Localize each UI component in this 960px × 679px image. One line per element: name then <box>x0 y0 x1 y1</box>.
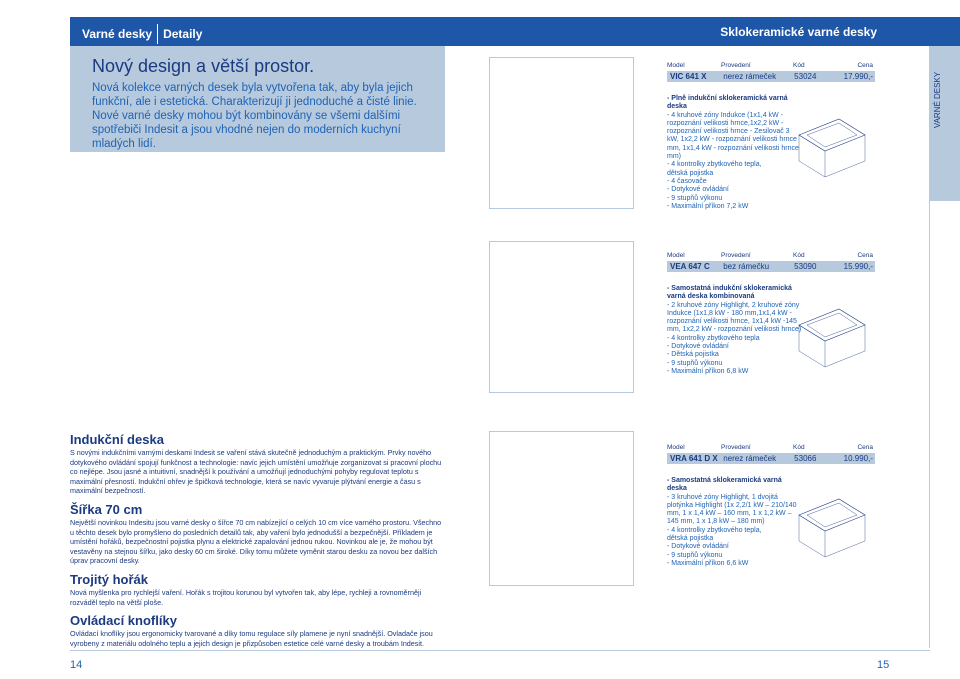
dimension-diagram <box>793 495 871 567</box>
intro-title: Nový design a větší prostor. <box>92 56 315 76</box>
finish: nerez rámeček <box>723 454 777 463</box>
intro-text: Nová kolekce varných desek byla vytvořena tak, aby byla jejich funkční, ale i estetická. Charakterizují ji jednoduché a čisté linie. Nové varné desky mohou být kombinovány se všemi dalšími spotřebiči Indesit a jsou vhodné nejen do moderních kuchyní mladých lidí. <box>92 82 417 150</box>
spec-line: - Maximální příkon 7,2 kW <box>667 202 749 210</box>
col-model: Model <box>667 252 685 259</box>
table-row <box>667 453 875 464</box>
table-header <box>667 62 875 70</box>
col-finish: Provedení <box>721 62 751 69</box>
table-header <box>667 252 875 260</box>
spec-title: - Samostatná sklokeramická varná deska <box>667 477 782 493</box>
footer-rule <box>70 650 930 651</box>
product-photo-3 <box>489 431 634 586</box>
header-subsection: Detaily <box>163 27 203 41</box>
product-table-3 <box>667 444 875 464</box>
spec-line: dětská pojistka <box>667 169 714 177</box>
dimension-diagram <box>793 115 871 187</box>
spec-line: - Dotykové ovládání <box>667 186 729 194</box>
spec-line: - 4 časovače <box>667 177 707 185</box>
spec-line: - Maximální příkon 6,6 kW <box>667 559 749 567</box>
product-photo-1 <box>489 57 634 209</box>
model: VIC 641 X <box>670 72 707 81</box>
spec-line: - Dotykové ovládání <box>667 343 729 351</box>
spec-line: - 2 kruhové zóny Highlight, 2 kruhové zóny Indukce (1x1,8 kW - 180 mm,1x1,4 kW - rozpoznání velikosti hrnce, 1x1,4 kW -145 mm, 1x2,2 kW - rozpoznání velikosti hrnce) <box>667 301 802 334</box>
header-section: Varné desky <box>82 27 153 41</box>
section-title: Trojitý hořák <box>70 571 149 587</box>
spec-line: - 4 kontrolky zbytkového tepla, <box>667 526 762 534</box>
finish: nerez rámeček <box>723 72 777 81</box>
product-specs-2 <box>667 285 802 376</box>
code: 53024 <box>794 72 817 81</box>
spec-line: - Dětská pojistka <box>667 351 719 359</box>
price: 17.990,- <box>843 72 873 81</box>
section-title: Šířka 70 cm <box>70 501 143 517</box>
product-specs-3 <box>667 477 802 568</box>
spec-title: - Samostatná indukční sklokeramická varná deska kombinovaná <box>667 285 792 301</box>
col-model: Model <box>667 444 685 451</box>
col-model: Model <box>667 62 685 69</box>
spec-line: - 3 kruhové zóny Highlight, 1 dvojitá plotýnka Highlight (1x 2,2/1 kW – 210/140 mm, 1 x 1,4 kW – 160 mm, 1 x 1,2 kW – 145 mm, 1 x 1,8 kW – 180 mm) <box>667 493 797 526</box>
col-price: Cena <box>857 444 873 451</box>
dimension-diagram <box>793 305 871 377</box>
table-row <box>667 261 875 272</box>
section-text: Největší novinkou Indesitu jsou varné desky o šířce 70 cm nabízející o celých 10 cm více varného prostoru. Všechno u těchto desek bylo promyšleno do posledních detailů tak, aby vaření bylo jednodušší a bezpečnější. Příkladem je umístění hořáků, bezpečnostní pojistka plynu a elektrické zapalování jednou rukou. Novinkou ale je, že mohou být vestavěny na stejnou šířku, jako desky 60 cm široké. Díky tomu můžete vyměnit starou desku za novou bez dalších úprav pracovní desky. <box>70 517 442 566</box>
section-title: Ovládací knoflíky <box>70 613 177 629</box>
col-price: Cena <box>857 252 873 259</box>
header-right-title: Sklokeramické varné desky <box>720 25 877 39</box>
side-line <box>929 198 930 648</box>
spec-line: - 9 stupňů výkonu <box>667 194 723 202</box>
product-table-1 <box>667 62 875 82</box>
table-header <box>667 444 875 452</box>
spec-line: - 4 kontrolky zbytkového tepla <box>667 334 760 342</box>
page-number-right: 15 <box>877 659 890 671</box>
spec-line: - 9 stupňů výkonu <box>667 359 723 367</box>
spec-title: - Plně indukční sklokeramická varná deska <box>667 95 788 111</box>
section-title: Indukční deska <box>70 432 164 447</box>
product-table-2 <box>667 252 875 272</box>
col-code: Kód <box>793 444 805 451</box>
finish: bez rámečku <box>723 262 770 271</box>
section-text: S novými indukčními varnými deskami Indesit se vaření stává skutečně jednoduchým a praktickým. Prvky nového dotykového ovládání spojují funkčnost a technologie: navíc jejich umístění umožňuje zorganizovat si pracovní plochu co nejlépe. Jsou jasné a intuitivní, snadnější k používání a umožňují jednoduchými pohyby regulovat teplotu s maximální přesností. Indukční ohřev je špičková technologie, která se navíc vyvaruje plýtvání energie a času s maximální bezpečností. <box>70 448 442 496</box>
price: 10.990,- <box>843 454 873 463</box>
table-row <box>667 71 875 82</box>
col-finish: Provedení <box>721 444 751 451</box>
code: 53066 <box>794 454 817 463</box>
spec-line: - Dotykové ovládání <box>667 543 729 551</box>
section-text: Nová myšlenka pro rychlejší vaření. Hořák s trojitou korunou byl vytvořen tak, aby lépe, rychleji a rovnoměrněji rozváděl teplo na větší ploše. <box>70 587 422 607</box>
col-finish: Provedení <box>721 252 751 259</box>
header-breadcrumb <box>82 24 202 44</box>
spec-line: dětská pojistka <box>667 535 714 543</box>
spec-line: - Maximální příkon 6,8 kW <box>667 367 749 375</box>
feature-sections <box>70 432 445 654</box>
intro-box <box>70 46 445 152</box>
spec-line: - 9 stupňů výkonu <box>667 551 723 559</box>
section-text: Ovládací knoflíky jsou ergonomicky tvarované a díky tomu regulace síly plamene je nyní snadnější. Ovladače jsou vyrobeny z materiálu odolného teplu a jejich design je přizpůsoben estetice celé varné desky a troubám Indesit. <box>70 629 433 648</box>
vertical-section-label: VARNÉ DESKY <box>933 71 942 129</box>
code: 53090 <box>794 262 817 271</box>
spec-line: - 4 kruhové zóny Indukce (1x1,4 kW - rozpoznání velikosti hrnce,1x2,2 kW - rozpoznání velikosti hrnce - Zesilovač 3 kW, 1x2,2 kW - rozpoznání velikosti hrnce mm, 1x1,4 kW - rozpoznání velikosti hrnce mm) <box>667 111 799 161</box>
product-photo-2 <box>489 241 634 393</box>
col-code: Kód <box>793 252 805 259</box>
model: VRA 641 D X <box>670 454 718 463</box>
col-price: Cena <box>857 62 873 69</box>
product-specs-1 <box>667 95 802 211</box>
col-code: Kód <box>793 62 805 69</box>
price: 15.990,- <box>843 262 873 271</box>
page-number-left: 14 <box>70 659 83 671</box>
header-divider <box>157 24 158 44</box>
spec-line: - 4 kontrolky zbytkového tepla, <box>667 161 762 169</box>
model: VEA 647 C <box>670 262 710 271</box>
